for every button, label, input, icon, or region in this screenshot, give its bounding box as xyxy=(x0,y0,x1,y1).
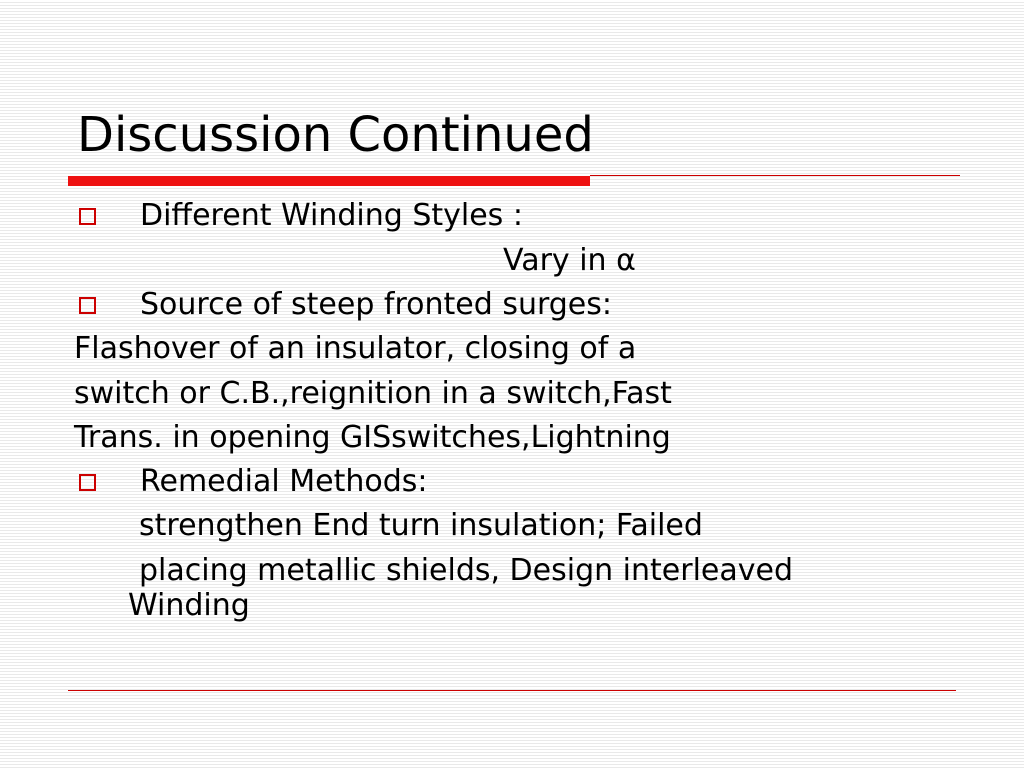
hollow-square-bullet-icon xyxy=(79,297,96,314)
remedial-method-line-2: placing metallic shields, Design interleaved xyxy=(139,553,794,588)
surge-source-line-3: Trans. in opening GISswitches,Lightning xyxy=(74,420,671,455)
bullet-winding-styles: Different Winding Styles : xyxy=(140,198,523,233)
hollow-square-bullet-icon xyxy=(79,208,96,225)
surge-source-line-2: switch or C.B.,reignition in a switch,Fast xyxy=(74,376,672,411)
bullet-remedial-methods: Remedial Methods: xyxy=(140,464,428,499)
surge-source-line-1: Flashover of an insulator, closing of a xyxy=(74,331,637,366)
title-divider-line xyxy=(590,175,960,176)
title-accent-bar xyxy=(68,176,590,186)
hollow-square-bullet-icon xyxy=(79,474,96,491)
bottom-divider-line xyxy=(68,690,956,691)
bullet-steep-fronted-surges: Source of steep fronted surges: xyxy=(140,287,613,322)
remedial-method-line-3: Winding xyxy=(128,588,250,623)
slide-title: Discussion Continued xyxy=(77,107,594,163)
remedial-method-line-1: strengthen End turn insulation; Failed xyxy=(139,508,703,543)
vary-in-alpha-line: Vary in α xyxy=(503,243,636,278)
